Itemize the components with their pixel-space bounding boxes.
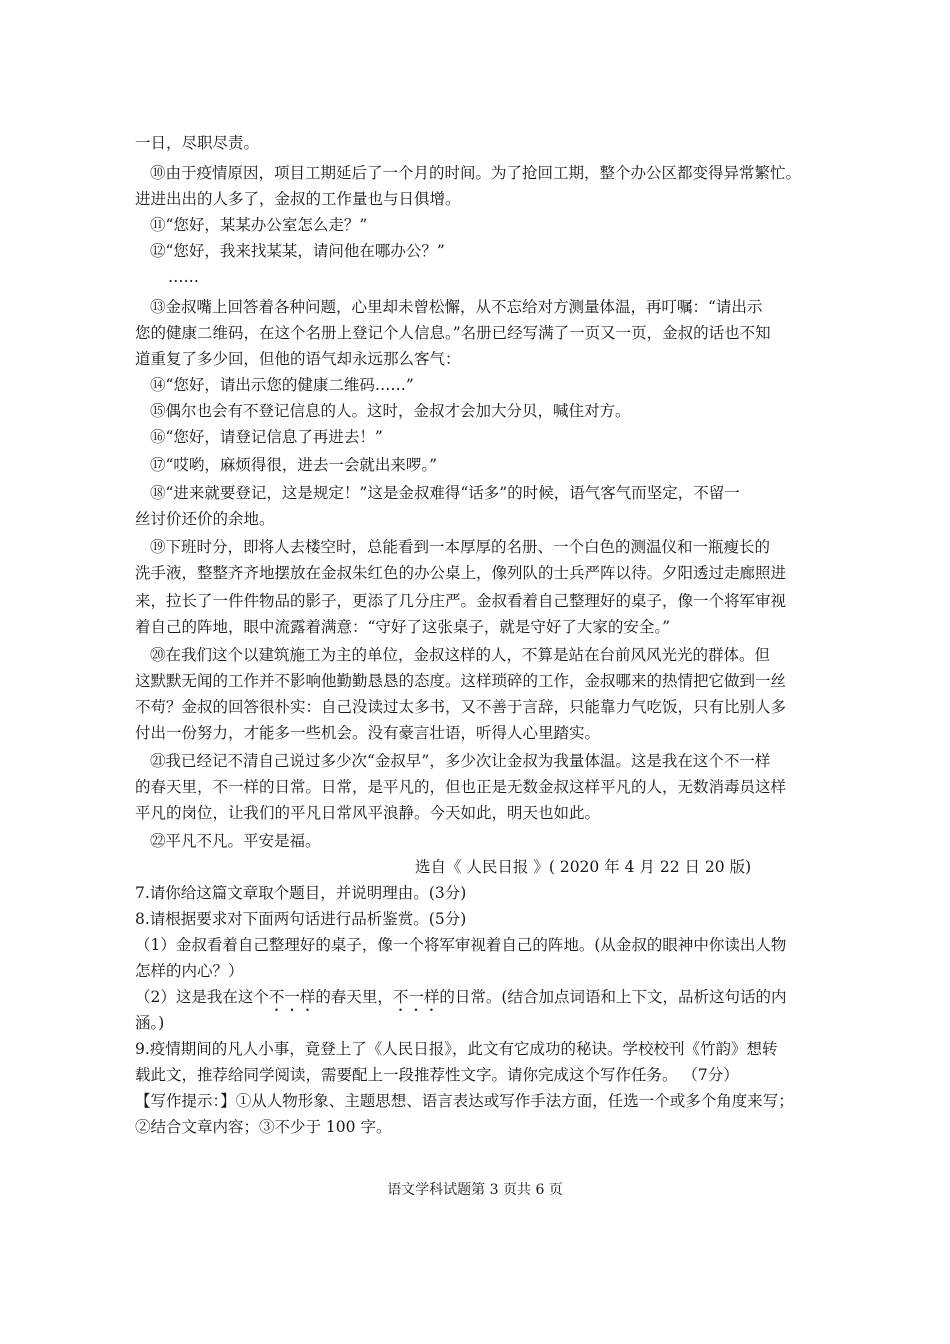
paragraph-14: ⑭“您好，请出示您的健康二维码……” (150, 376, 414, 394)
paragraph-10-line-2: 进进出出的人多了，金叔的工作量也与日俱增。 (135, 190, 461, 208)
question-8-1-line-2: 怎样的内心？） (135, 962, 244, 980)
question-8: 8.请根据要求对下面两句话进行品析鉴赏。(5分) (135, 910, 467, 928)
paragraph-21-line-3: 平凡的岗位，让我们的平凡日常风平浪静。今天如此，明天也如此。 (135, 804, 601, 822)
writing-tips-line-2: ②结合文章内容；③不少于 100 字。 (135, 1118, 392, 1136)
paragraph-21-line-1: ㉑我已经记不清自己说过多少次“金叔早”，多少次让金叔为我量体温。这是我在这个不一样 (150, 752, 771, 770)
paragraph-19-line-2: 洗手液，整整齐齐地摆放在金叔朱红色的办公桌上，像列队的士兵严阵以待。夕阳透过走廊照进 (135, 564, 787, 582)
q8-2-middle: 的春天里， (315, 988, 393, 1006)
paragraph-22: ㉒平凡不凡。平安是福。 (150, 832, 321, 850)
question-7: 7.请你给这篇文章取个题目，并说明理由。(3分) (135, 884, 467, 902)
question-9-line-1: 9.疫情期间的凡人小事，竟登上了《人民日报》，此文有它成功的秘诀。学校校刊《竹韵》想转 (135, 1040, 778, 1058)
paragraph-19-line-4: 着自己的阵地，眼中流露着满意：“守好了这张桌子，就是守好了大家的安全。” (135, 618, 671, 636)
paragraph-16: ⑯“您好，请登记信息了再进去！” (150, 428, 383, 446)
paragraph-17: ⑰“哎哟，麻烦得很，进去一会就出来啰。” (150, 456, 438, 474)
q8-2-suffix: 的日常。(结合加点词语和上下文，品析这句话的内 (439, 988, 787, 1006)
paragraph-13-line-3: 道重复了多少回，但他的语气却永远那么客气： (135, 350, 461, 368)
paragraph-13-line-1: ⑬金叔嘴上回答着各种问题，心里却未曾松懈，从不忘给对方测量体温，再叮嘱：“请出示 (150, 298, 763, 316)
question-8-1-line-1: （1）金叔看着自己整理好的桌子，像一个将军审视着自己的阵地。(从金叔的眼神中你读出人物 (135, 936, 787, 954)
paragraph-continuation: 一日，尽职尽责。 (135, 134, 260, 152)
paragraph-19-line-1: ⑲下班时分，即将人去楼空时，总能看到一本厚厚的名册、一个白色的测温仪和一瓶瘦长的 (150, 538, 771, 556)
paragraph-13-line-2: 您的健康二维码，在这个名册上登记个人信息。”名册已经写满了一页又一页，金叔的话也不知 (135, 324, 771, 342)
paragraph-20-line-4: 付出一份努力，才能多一些机会。没有豪言壮语，听得人心里踏实。 (135, 724, 601, 742)
paragraph-18-line-1: ⑱“进来就要登记，这是规定！”这是金叔难得“话多”的时候，语气客气而坚定，不留一 (150, 484, 740, 502)
paragraph-20-line-3: 不苟？金叔的回答很朴实：自己没读过太多书，又不善于言辞，只能靠力气吃饭，只有比别人多 (135, 698, 787, 716)
paragraph-11: ⑪“您好，某某办公室怎么走？” (150, 216, 368, 234)
source-citation: 选自《 人民日报 》( 2020 年 4 月 22 日 20 版) (415, 858, 752, 876)
paragraph-18-line-2: 丝讨价还价的余地。 (135, 510, 275, 528)
paragraph-15: ⑮偶尔也会有不登记信息的人。这时，金叔才会加大分贝，喊住对方。 (150, 402, 631, 420)
ellipsis: …… (168, 268, 199, 286)
emphasis-word-1: 不一样 (268, 988, 316, 1006)
q8-2-prefix: （2）这是我在这个 (135, 988, 269, 1006)
paragraph-20-line-2: 这默默无闻的工作并不影响他勤勤恳恳的态度。这样琐碎的工作，金叔哪来的热情把它做到一丝 (135, 672, 787, 690)
writing-tips-line-1: 【写作提示：】①从人物形象、主题思想、语言表达或写作手法方面，任选一个或多个角度来写； (135, 1092, 794, 1110)
paragraph-20-line-1: ⑳在我们这个以建筑施工为主的单位，金叔这样的人，不算是站在台前风风光光的群体。但 (150, 646, 771, 664)
paragraph-21-line-2: 的春天里，不一样的日常。日常，是平凡的，但也正是无数金叔这样平凡的人，无数消毒员这样 (135, 778, 787, 796)
paragraph-10-line-1: ⑩由于疫情原因，项目工期延后了一个月的时间。为了抢回工期，整个办公区都变得异常繁忙。 (150, 164, 802, 182)
emphasis-word-2: 不一样 (392, 988, 440, 1006)
page-footer: 语文学科试题第 3 页共 6 页 (387, 1182, 563, 1198)
paragraph-12: ⑫“您好，我来找某某，请问他在哪办公？” (150, 242, 445, 260)
question-9-line-2: 载此文，推荐给同学阅读，需要配上一段推荐性文字。请你完成这个写作任务。 （7分） (135, 1066, 739, 1084)
paragraph-19-line-3: 来，拉长了一件件物品的影子，更添了几分庄严。金叔看着自己整理好的桌子，像一个将军审视 (135, 592, 787, 610)
question-8-2-line-2: 涵。) (135, 1014, 165, 1032)
